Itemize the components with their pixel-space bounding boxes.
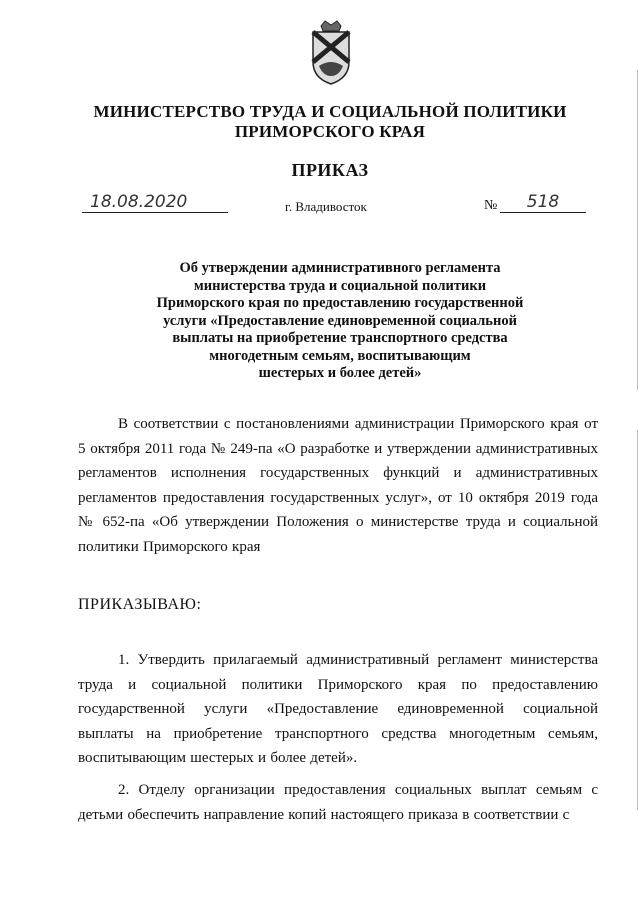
- order-subject: [120, 260, 560, 383]
- subject-line-2: министерства труда и социальной политики: [193, 277, 487, 294]
- city: г. Владивосток: [285, 199, 367, 214]
- coat-of-arms-icon: [299, 18, 363, 88]
- number-label: №: [484, 198, 498, 213]
- ministry-line-1: МИНИСТЕРСТВО ТРУДА И СОЦИАЛЬНОЙ ПОЛИТИКИ: [93, 102, 567, 121]
- ministry-line-2: ПРИМОРСКОГО КРАЯ: [234, 122, 426, 141]
- scan-edge-mark: [637, 70, 638, 390]
- item-1-paragraph: 1. Утвердить прилагаемый административный регламент министерства труда и социальной политики Приморского края по предоставлению государственной услуги «Предоставление единовременной социальной выплаты на приобретение транспортного средства многодетным семьям, воспитывающим шестерых и более детей».: [78, 652, 598, 766]
- preamble-paragraph: В соответствии с постановлениями администрации Приморского края от 5 октября 2011 года № 249-па «О разработке и утверждении административных регламентов исполнения государственных функций и административных регламентов предоставления государственных услуг», от 10 октября 2019 года № 652-па «Об утверждении Положения о министерстве труда и социальной политики Приморского края: [78, 416, 598, 555]
- scan-edge-mark: [637, 430, 638, 810]
- subject-line-3: Приморского края по предоставлению государственной: [156, 295, 524, 311]
- subject-line-6: многодетным семьям, воспитывающим: [209, 347, 471, 364]
- handwritten-number: 518: [500, 193, 586, 213]
- document-type: ПРИКАЗ: [291, 160, 369, 180]
- subject-line-5: выплаты на приобретение транспортного средства: [172, 330, 508, 346]
- ministry-name: [80, 102, 580, 142]
- subject-line-1: Об утверждении административного регламента: [179, 260, 501, 276]
- handwritten-date: 18.08.2020: [82, 193, 228, 213]
- subject-line-4: услуги «Предоставление единовременной социальной: [163, 312, 517, 329]
- order-word: ПРИКАЗЫВАЮ:: [78, 596, 202, 613]
- subject-line-7: шестерых и более детей»: [258, 365, 422, 381]
- item-2-paragraph: 2. Отделу организации предоставления социальных выплат семьям с детьми обеспечить направление копий настоящего приказа в соответствии с: [78, 782, 598, 823]
